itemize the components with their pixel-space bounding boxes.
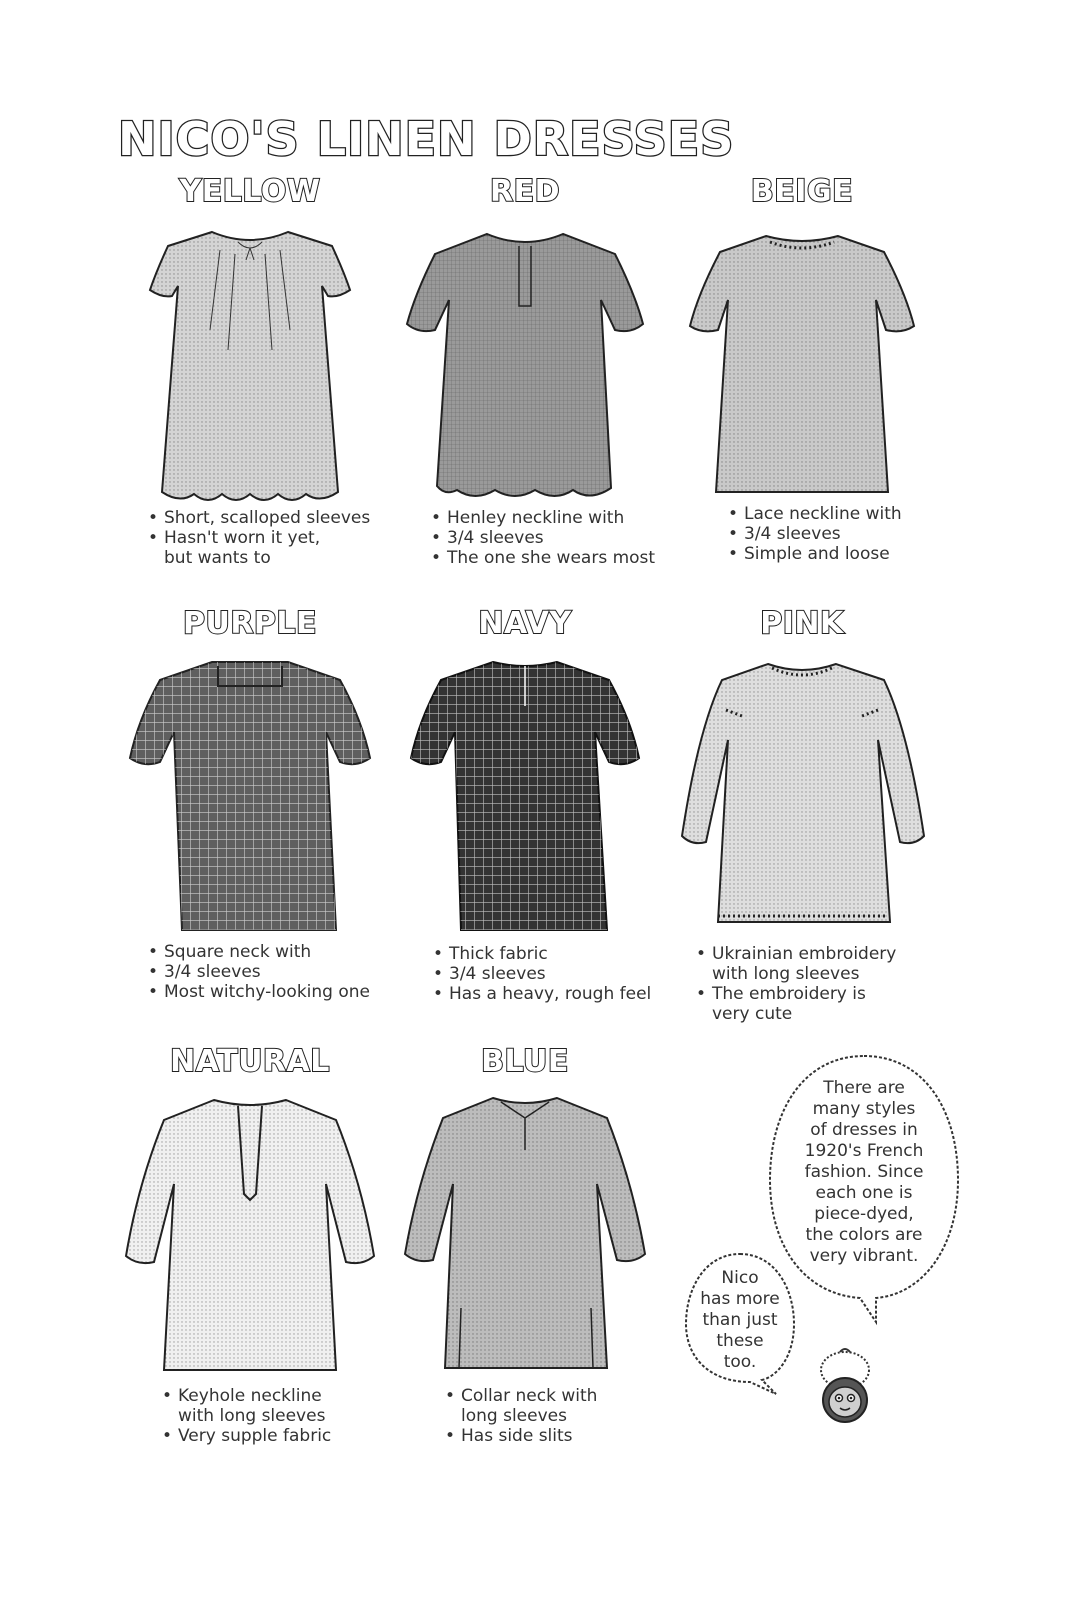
large-bubble-text: There are many styles of dresses in 1920's French fashion. Since each one is piece-dyed, the colors are very vibrant. xyxy=(804,1078,924,1266)
dress-illustration-icon xyxy=(652,220,952,520)
note-item: • 3/4 sleeves xyxy=(431,528,691,548)
note-item: • The one she wears most xyxy=(431,548,691,568)
note-item: • 3/4 sleeves xyxy=(148,962,418,982)
note-item: • Short, scalloped sleeves xyxy=(148,508,408,528)
dress-illustration-icon xyxy=(100,650,400,950)
note-item: • 3/4 sleeves xyxy=(433,964,693,984)
dress-notes xyxy=(162,1386,402,1446)
dress-notes xyxy=(433,944,693,1004)
dress-label: NATURAL xyxy=(170,1044,330,1079)
note-item: • Very supple fabric xyxy=(162,1426,402,1446)
dress-notes xyxy=(696,944,966,1024)
dress-notes xyxy=(148,508,408,568)
note-item: • Henley neckline with xyxy=(431,508,691,528)
dress-illustration-icon xyxy=(375,650,675,950)
dress-label: NAVY xyxy=(478,606,572,641)
note-item: • Ukrainian embroidery with long sleeves xyxy=(696,944,966,984)
dress-label: PINK xyxy=(760,606,844,641)
note-item: • 3/4 sleeves xyxy=(728,524,968,544)
small-bubble-text: Nico has more than just these too. xyxy=(700,1268,780,1372)
dress-label: BEIGE xyxy=(750,174,854,209)
dress-illustration-icon xyxy=(375,220,675,520)
dress-illustration-icon xyxy=(652,650,952,950)
dress-label: RED xyxy=(490,174,560,209)
dress-label: PURPLE xyxy=(182,606,318,641)
note-item: • Has side slits xyxy=(445,1426,685,1446)
note-item: • Most witchy-looking one xyxy=(148,982,418,1002)
dress-notes xyxy=(148,942,418,1002)
dress-illustration-icon xyxy=(100,1088,400,1388)
dress-illustration-icon xyxy=(100,220,400,520)
note-item: • Keyhole neckline with long sleeves xyxy=(162,1386,402,1426)
dress-label: YELLOW xyxy=(179,174,321,209)
page-title: NICO'S LINEN DRESSES xyxy=(118,112,735,166)
note-item: • The embroidery is very cute xyxy=(696,984,966,1024)
note-item: • Lace neckline with xyxy=(728,504,968,524)
note-item: • Hasn't worn it yet, but wants to xyxy=(148,528,408,568)
note-item: • Simple and loose xyxy=(728,544,968,564)
nico-chibi-icon xyxy=(810,1342,880,1432)
note-item: • Thick fabric xyxy=(433,944,693,964)
dress-illustration-icon xyxy=(375,1088,675,1388)
dress-label: BLUE xyxy=(481,1044,569,1079)
dress-notes xyxy=(445,1386,685,1446)
note-item: • Square neck with xyxy=(148,942,418,962)
dress-notes xyxy=(728,504,968,564)
note-item: • Has a heavy, rough feel xyxy=(433,984,693,1004)
note-item: • Collar neck with long sleeves xyxy=(445,1386,685,1426)
